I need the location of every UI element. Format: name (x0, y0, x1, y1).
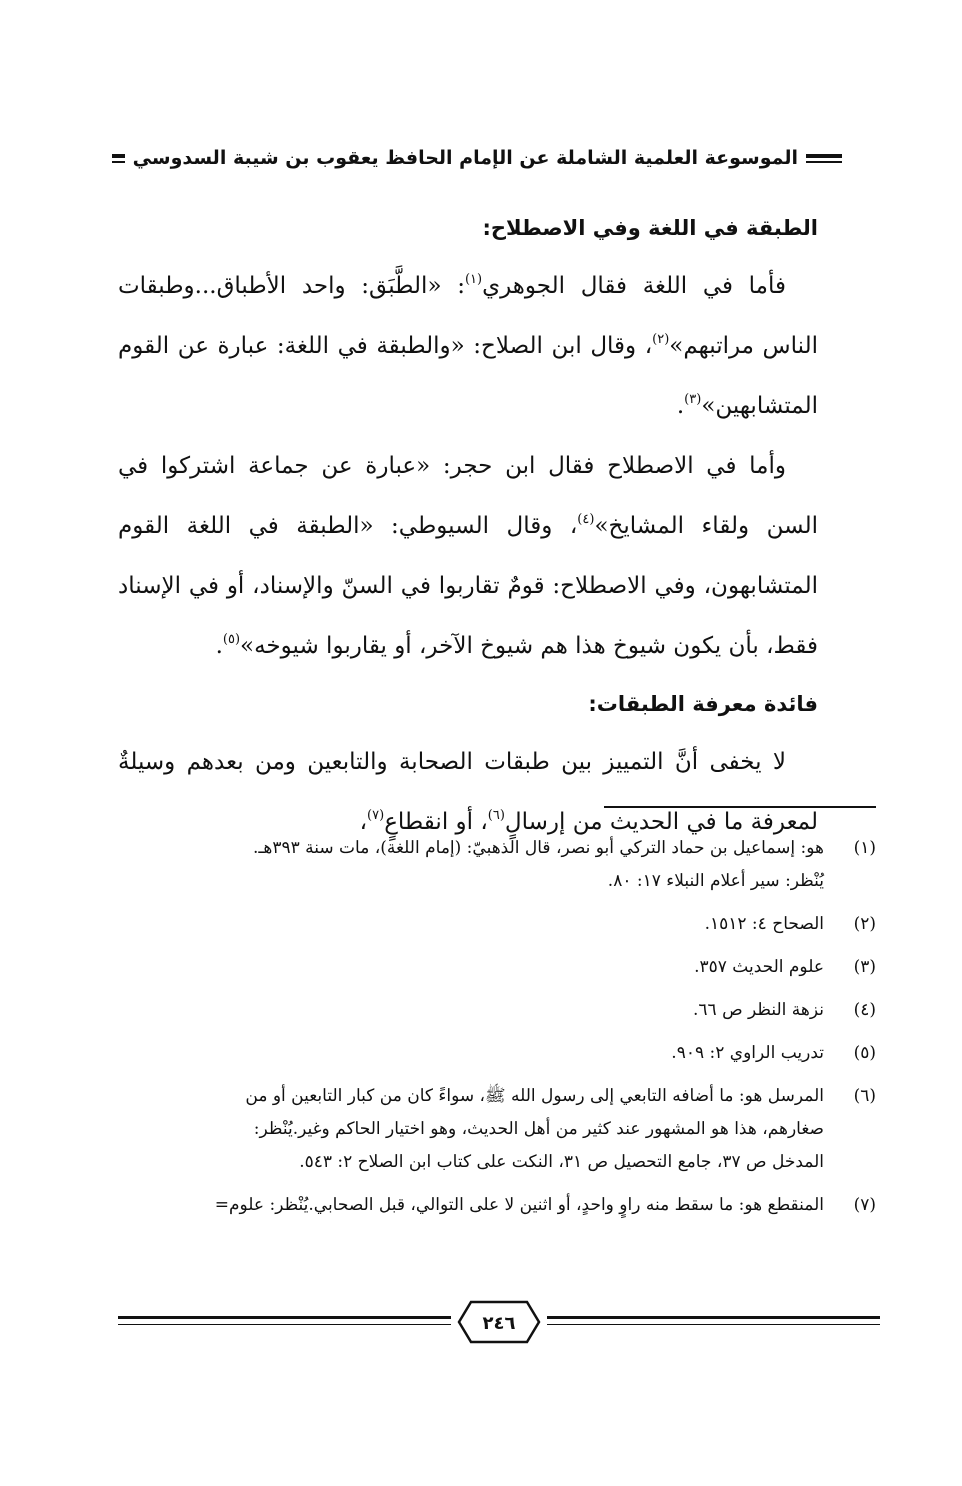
footnote-line: علوم الحديث ٣٥٧. (694, 957, 824, 977)
footnote-ref-5: (٥) (222, 632, 241, 647)
footnote-number: (٧) (853, 1195, 876, 1215)
footnote-number: (٦) (853, 1086, 876, 1106)
footnote-7 (118, 1189, 878, 1222)
footnote-number: (٤) (853, 1000, 876, 1020)
text-run: . (676, 393, 685, 419)
footnote-line: المرسل هو: ما أضافه التابعي إلى رسول الله ﷺ، سواءً كان من كبار التابعين أو من (245, 1086, 824, 1106)
section-heading-tabaqa: الطبقة في اللغة وفي الاصطلاح: (482, 216, 818, 240)
footnote-text (118, 994, 824, 1027)
footnote-ref-7: (٧) (367, 808, 385, 823)
footnote-divider (604, 806, 876, 808)
footnote-ref-4: (٤) (577, 512, 595, 527)
footnote-number: (٥) (853, 1043, 876, 1063)
paragraph-language (118, 256, 818, 436)
text-run: ، وقال ابن الصلاح: «والطبقة في اللغة: عبارة عن القوم المتشابهين» (118, 333, 818, 419)
footnote-line: نزهة النظر ص ٦٦. (693, 1000, 824, 1020)
footnote-ref-3: (٣) (684, 392, 702, 407)
footnote-1 (118, 832, 878, 898)
footnote-number: (٢) (853, 914, 876, 934)
footnote-text (118, 908, 824, 941)
footnote-4 (118, 994, 878, 1027)
header-title: الموسوعة العلمية الشاملة عن الإمام الحافظ يعقوب بن شيبة السدوسي (132, 147, 798, 169)
footnote-2 (118, 908, 878, 941)
text-run: ، وقال السيوطي: «الطبقة في اللغة القوم المتشابهون، وفي الاصطلاح: قومٌ تقاربوا في السنّ والإسناد، أو في الإسناد فقط، بأن يكون شيوخ هذا هم شيوخ الآخر، أو يقاربوا شيوخه» (118, 513, 818, 659)
page-number-badge (451, 1300, 547, 1344)
text-run: . (215, 633, 223, 659)
footnote-line: الصحاح ٤: ١٥١٢. (704, 914, 824, 934)
header-rule-right (806, 154, 842, 163)
footnote-text (118, 1189, 824, 1222)
text-run: ، (359, 809, 368, 835)
footnote-text (118, 832, 824, 898)
text-run: وأما في الاصطلاح فقال ابن حجر: «عبارة عن جماعة اشتركوا في السن ولقاء المشايخ» (118, 453, 818, 539)
footnote-line: يُنْظر: سير أعلام النبلاء ١٧: ٨٠. (607, 871, 824, 891)
footnotes (118, 832, 878, 1232)
footnote-line: المنقطع هو: ما سقط منه راوٍ واحدٍ، أو اثنين لا على التوالي، قبل الصحابي.يُنْظر: علوم= (214, 1195, 824, 1215)
hexagon-frame-icon (457, 1300, 541, 1344)
footnote-3 (118, 951, 878, 984)
header-rule-left (112, 154, 125, 163)
text-run: : «الطَّبَق: واحد الأطباق...وطبقات الناس مراتبهم» (118, 273, 818, 359)
footnote-5 (118, 1037, 878, 1070)
footnote-line: صغارهم، هذا هو المشهور عند كثير من أهل الحديث، وهو اختيار الحاكم وغير.يُنْظر: (253, 1119, 824, 1139)
footnote-ref-1: (١) (464, 272, 483, 287)
footnote-ref-2: (٢) (652, 332, 670, 347)
footnote-ref-6: (٦) (487, 808, 505, 823)
running-header (112, 138, 842, 178)
footnote-text (118, 1037, 824, 1070)
footnote-number: (١) (853, 838, 876, 858)
footnote-6 (118, 1080, 878, 1179)
page-number: ٢٤٦ (482, 1313, 516, 1334)
paragraph-terminology (118, 436, 818, 676)
footnote-line: تدريب الراوي ٢: ٩٠٩. (671, 1043, 824, 1063)
footnote-text (118, 951, 824, 984)
footnote-line: المدخل ص ٣٧، جامع التحصيل ص ٣١، النكت على كتاب ابن الصلاح ٢: ٥٤٣. (299, 1152, 824, 1172)
main-text (118, 200, 818, 852)
footnote-number: (٣) (853, 957, 876, 977)
text-run: ، أو انقطاعٍ (384, 809, 488, 835)
page-footer (118, 1300, 880, 1346)
text-run: فأما في اللغة فقال الجوهري (482, 273, 786, 299)
footnote-text (118, 1080, 824, 1179)
text-run: لا يخفى أنَّ التمييز بين طبقات الصحابة والتابعين ومن بعدهم وسيلةٌ لمعرفة ما في الحديث من إرسالٍ (118, 749, 818, 835)
footnote-line: هو: إسماعيل بن حماد التركي أبو نصر، قال الذهبيّ: (إمام اللغة)، مات سنة ٣٩٣هـ. (252, 838, 824, 858)
section-heading-benefit: فائدة معرفة الطبقات: (588, 692, 818, 716)
